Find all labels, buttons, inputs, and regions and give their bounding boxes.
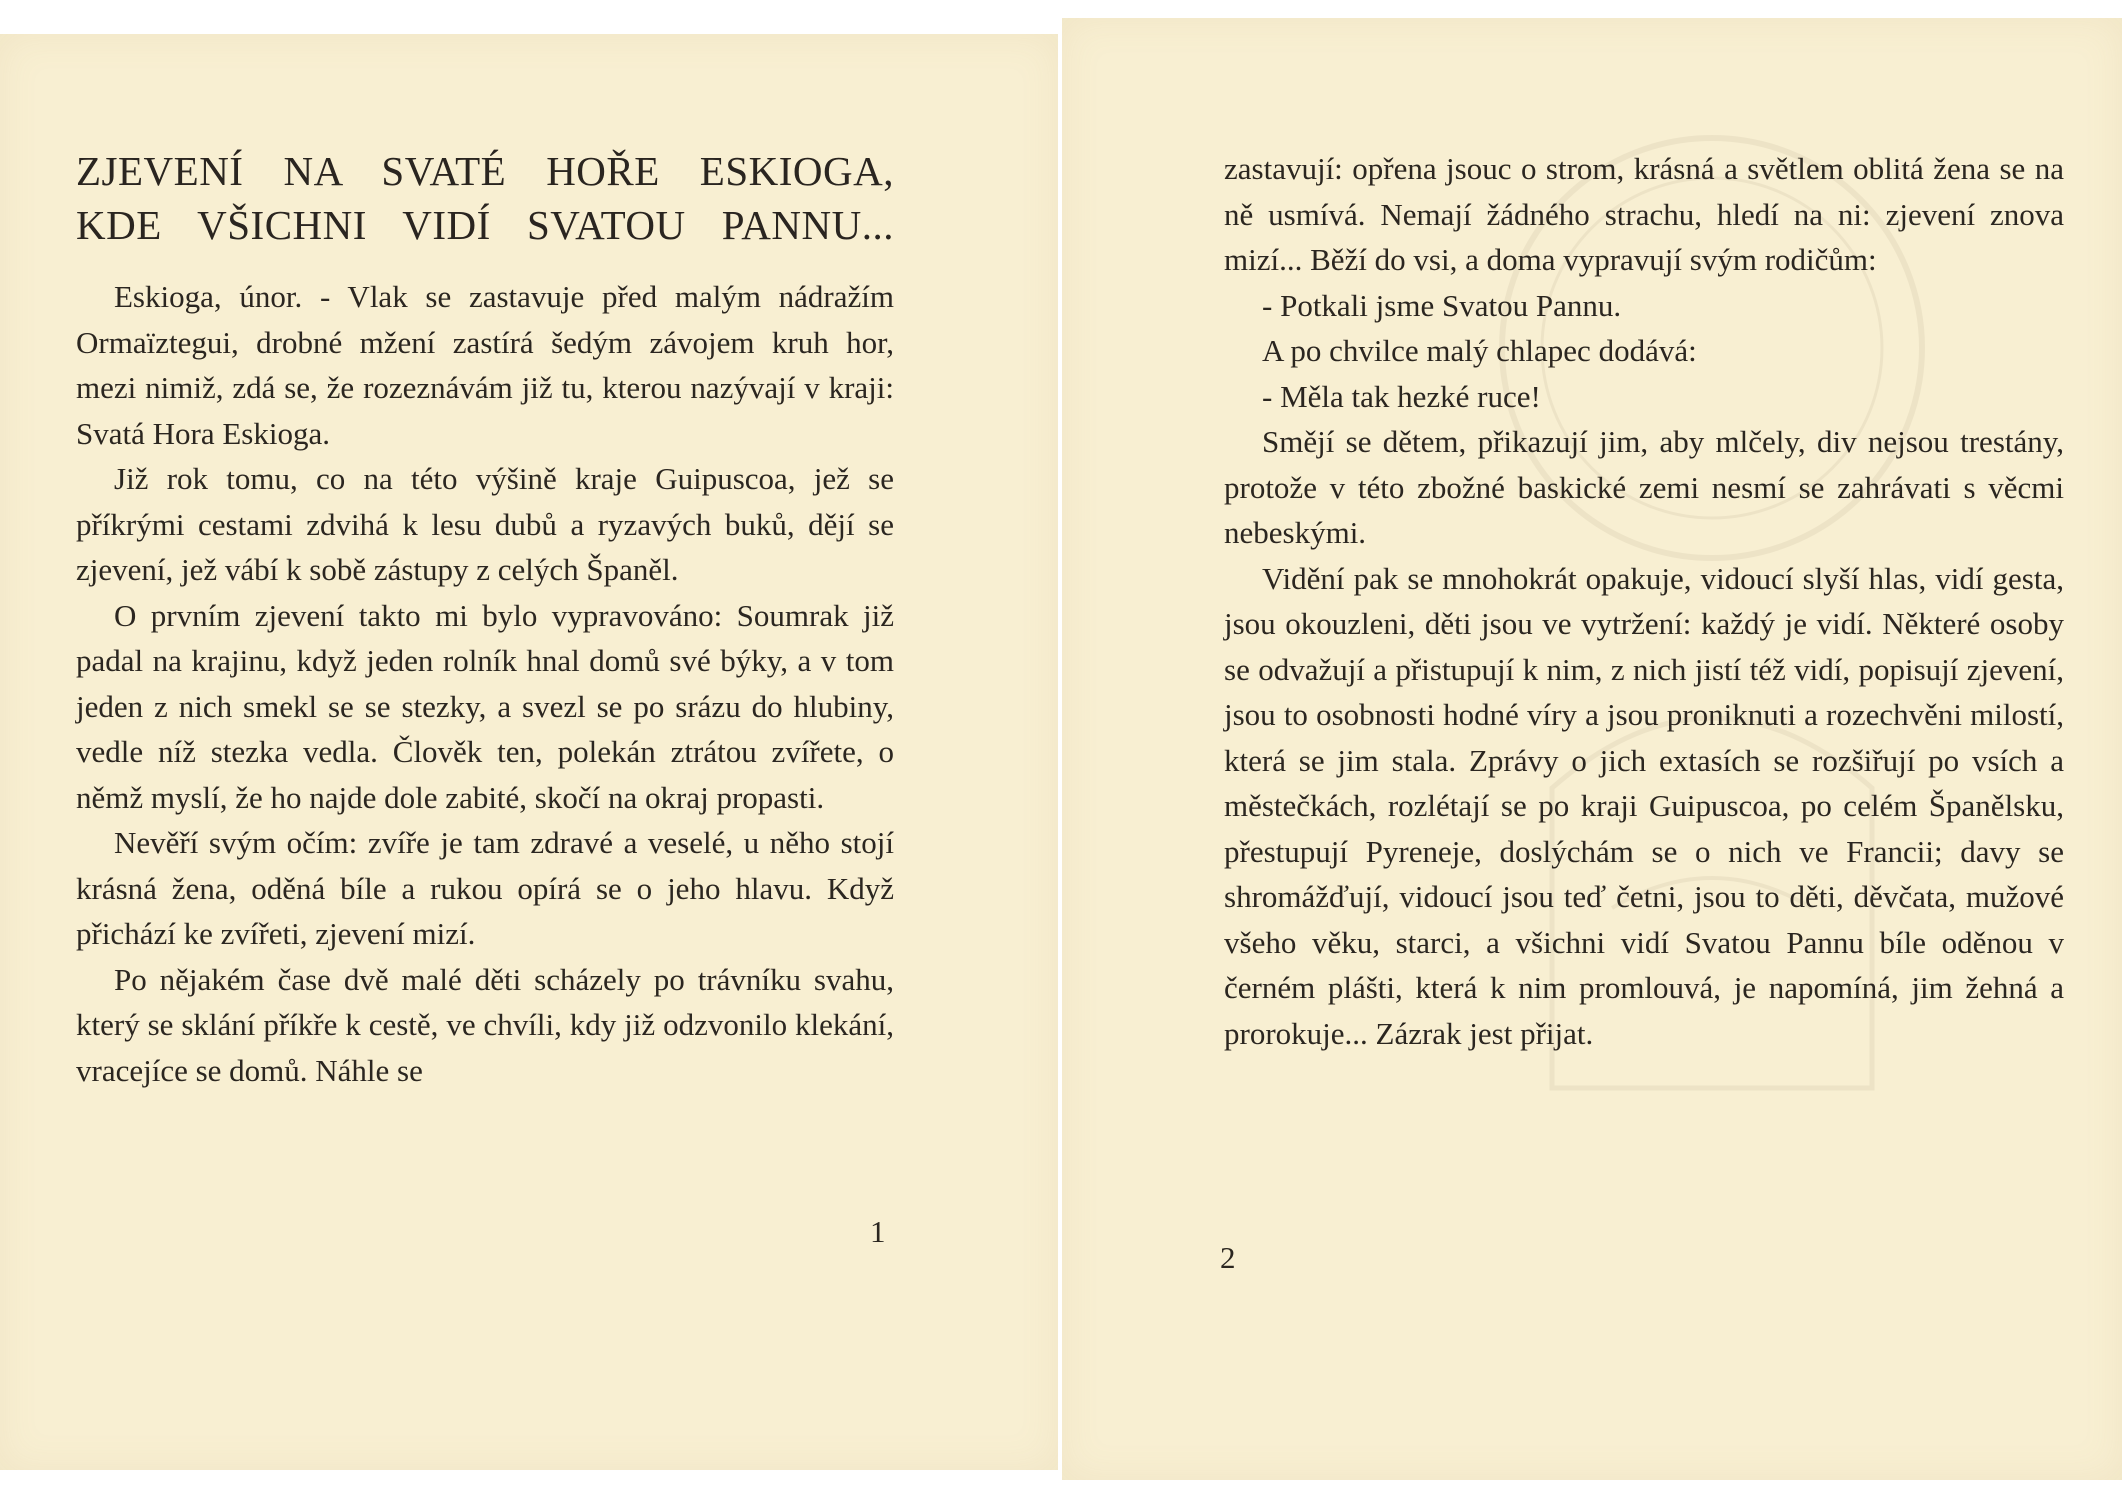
paragraph: Vidění pak se mnohokrát opakuje, vidoucí slyší hlas, vidí gesta, jsou okouzleni, děti jsou ve vytržení: každý je vidí. Některé osoby se odvažují a přistupují k nim, z nich jistí též vidí, popisují zjevení, jsou to osobnosti hodné víry a jsou proniknuti a rozechvěni milostí, která se jim stala. Zprávy o jich extasích se rozšiřují po vsích a městečkách, rozlétají se po kraji Guipuscoa, po celém Španělsku, přestupují Pyreneje, doslýchám se o nich ve Francii; davy se shromážďují, vidoucí jsou teď četni, jsou to děti, děvčata, mužové všeho věku, starci, a všichni vidí Svatou Pannu bíle oděnou v černém plášti, která k nim promlouvá, je napomíná, jim žehná a prorokuje... Zázrak jest přijat. [1224,560,2064,1051]
dialogue-line: - Potkali jsme Svatou Pannu. [1262,287,1622,323]
paragraph: O prvním zjevení takto mi bylo vypravováno: Soumrak již padal na krajinu, když jeden rolník hnal domů své býky, a v tom jeden z nich smekl se se stezky, a svezl se po srázu do hlubiny, vedle níž stezka vedla. Člověk ten, polekán ztrátou zvířete, o němž myslí, že ho najde dole zabité, skočí na okraj propasti. [76,597,894,815]
paragraph: Eskioga, únor. - Vlak se zastavuje před malým nádražím Ormaïztegui, drobné mžení zastírá šedým závojem kruh hor, mezi nimiž, zdá se, že rozeznávám již tu, kterou nazývají v kraji: Svatá Hora Eskioga. [76,279,894,451]
paragraph: A po chvilce malý chlapec dodává: [1262,333,1697,368]
title-line: KDE VŠICHNI VIDÍ SVATOU PANNU... [76,202,894,248]
dialogue-line: - Měla tak hezké ruce! [1262,378,1541,414]
paragraph: Smějí se dětem, přikazují jim, aby mlčely, div nejsou trestány, protože v této zbožné baskické zemi nesmí se zahrávati s věcmi nebeskými. [1224,424,2064,550]
page-number: 2 [1220,1240,1236,1275]
paragraph: Po nějakém čase dvě malé děti scházely po trávníku svahu, který se sklání příkře k cestě, ve chvíli, kdy již odzvonilo klekání, vracejíce se domů. Náhle se [76,961,894,1088]
left-page-text [76,144,894,1093]
left-page [0,34,1058,1470]
article-title [76,144,894,252]
right-page [1062,18,2122,1480]
title-line: ZJEVENÍ NA SVATÉ HOŘE ESKIOGA, [76,148,894,194]
paragraph: zastavují: opřena jsouc o strom, krásná a světlem oblitá žena se na ně usmívá. Nemají žádného strachu, hledí na ni: zjevení znova mizí... Běží do vsi, a doma vypravují svým rodičům: [1224,151,2064,277]
page-number: 1 [870,1214,886,1249]
paragraph: Již rok tomu, co na této výšině kraje Guipuscoa, jež se příkrými cestami zdvihá k lesu dubů a ryzavých buků, dějí se zjevení, jež vábí k sobě zástupy z celých Španěl. [76,461,894,587]
right-page-text [1224,146,2064,1056]
paragraph: Nevěří svým očím: zvíře je tam zdravé a veselé, u něho stojí krásná žena, oděná bíle a rukou opírá se o jeho hlavu. Když přichází ke zvířeti, zjevení mizí. [76,825,894,951]
